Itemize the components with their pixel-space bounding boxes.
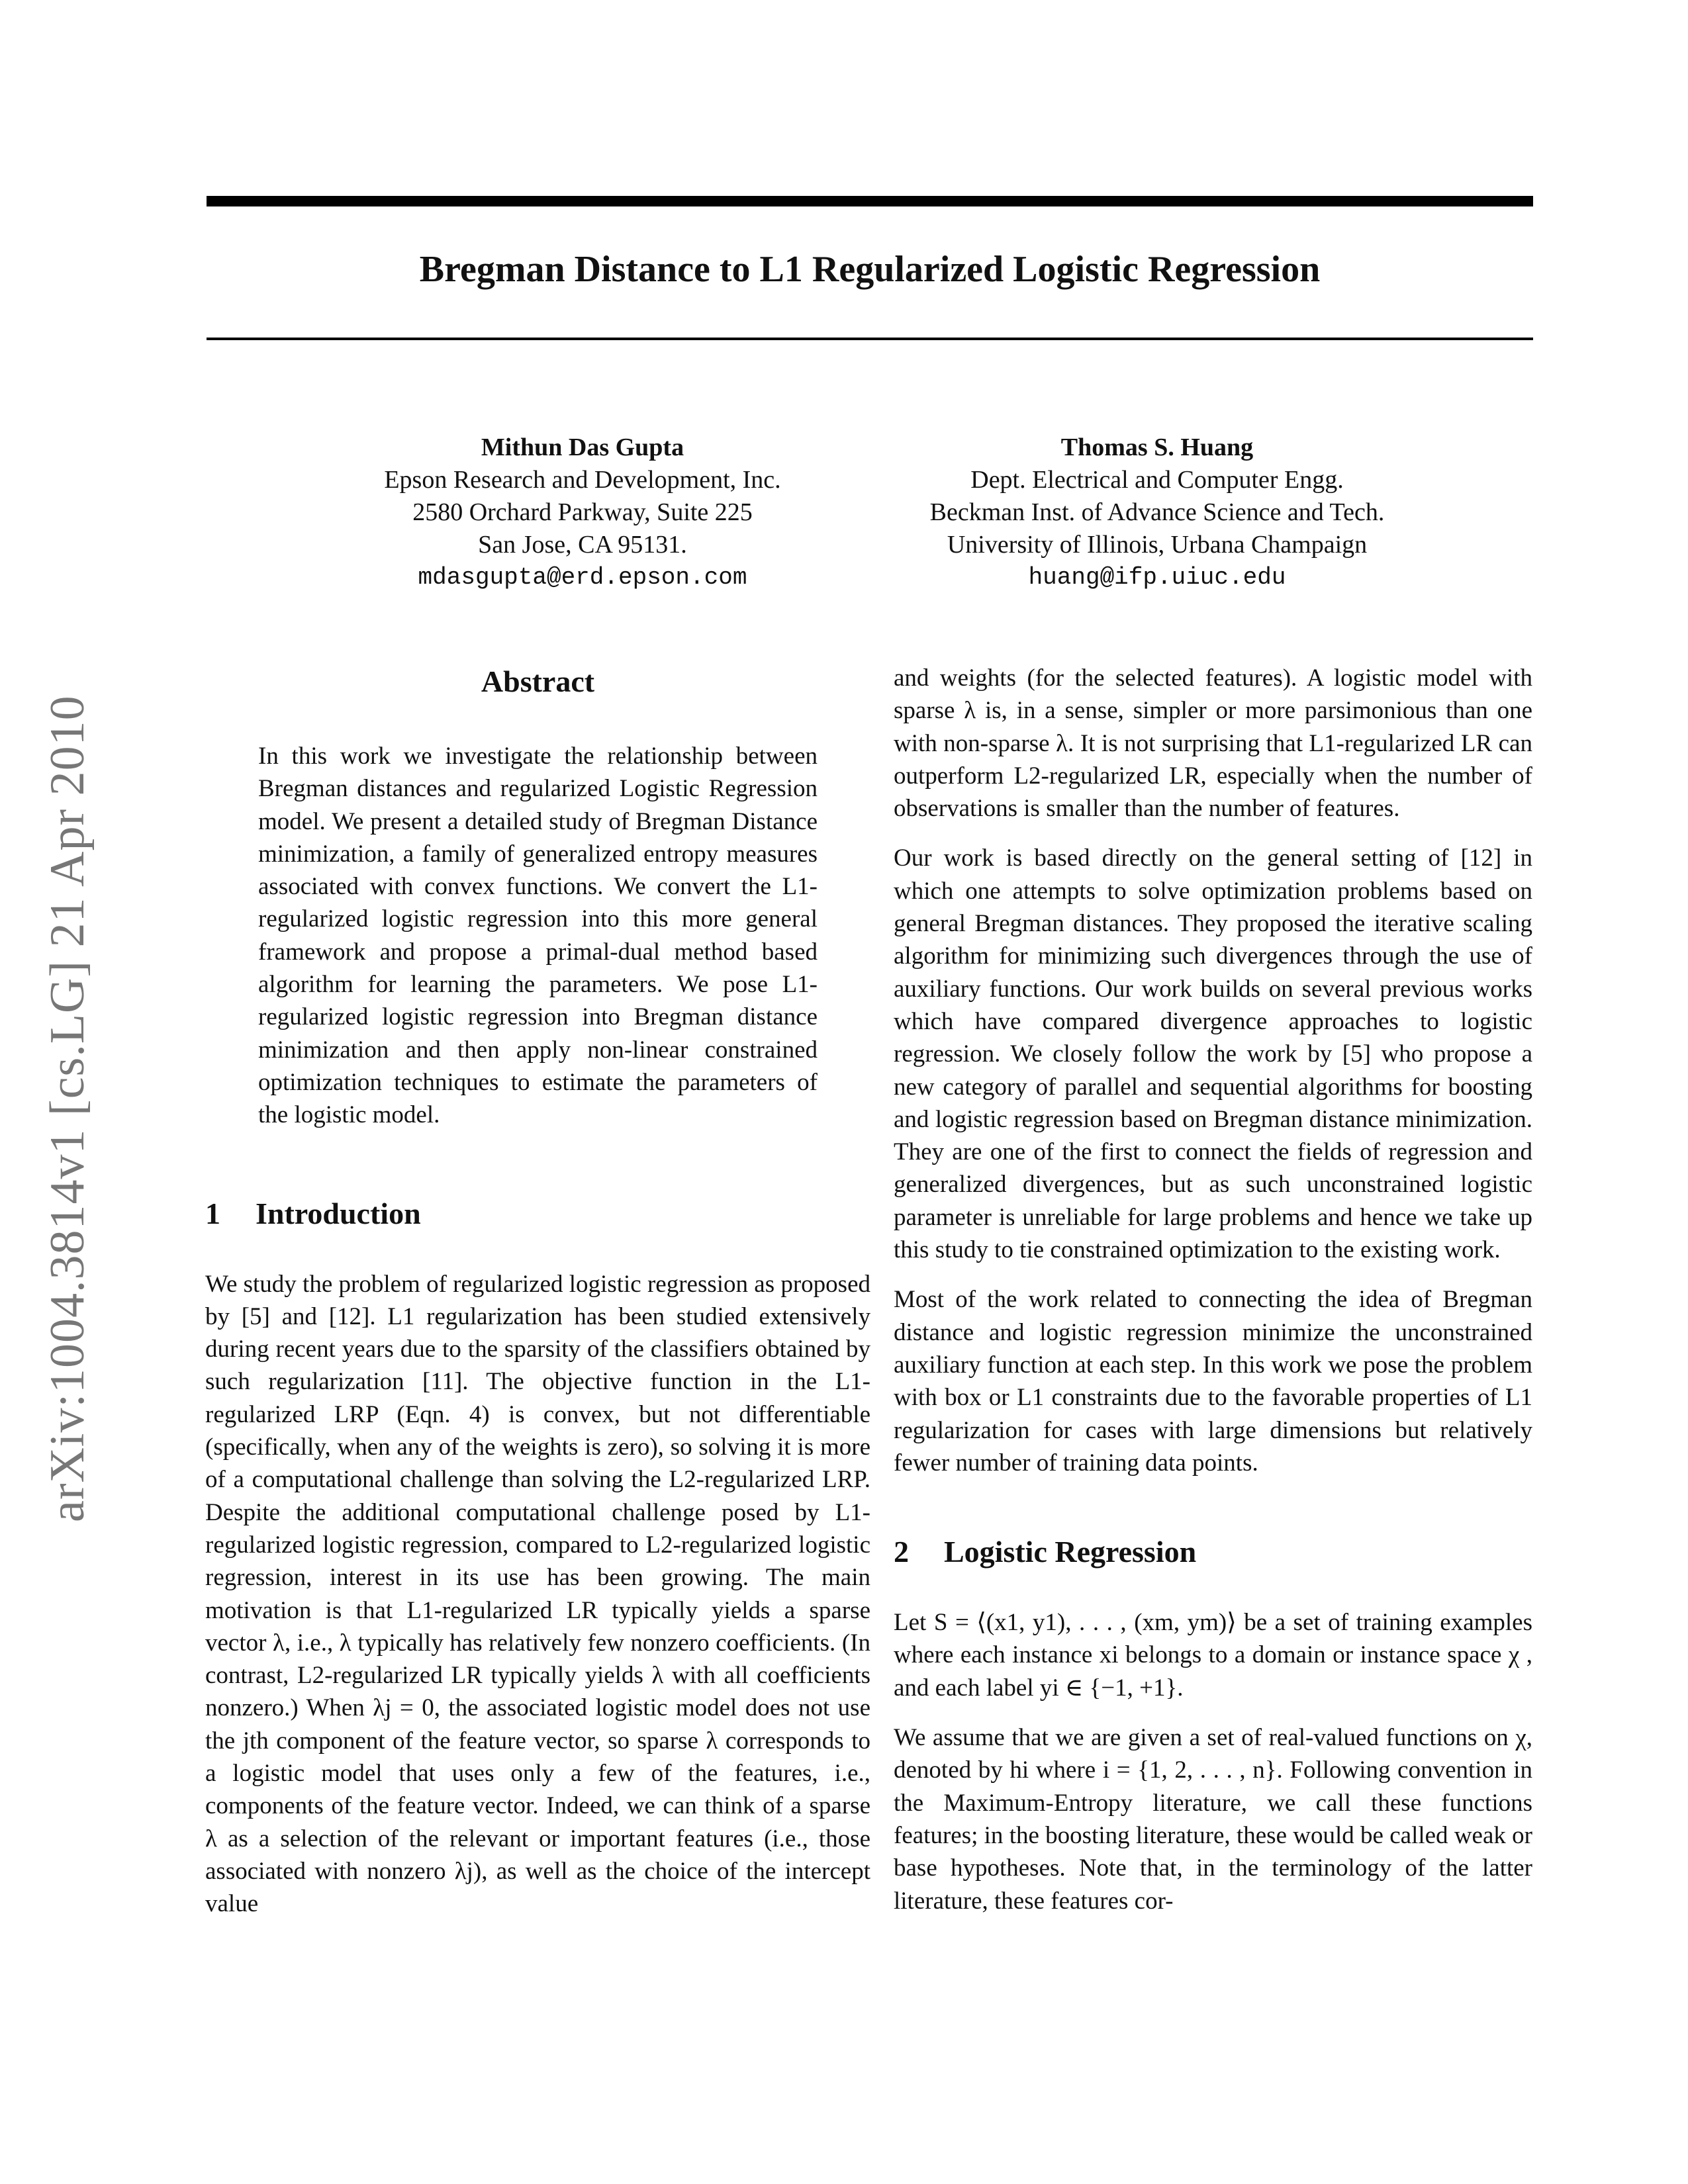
author-email[interactable]: huang@ifp.uiuc.edu bbox=[1028, 564, 1286, 591]
section-title: Introduction bbox=[256, 1196, 421, 1230]
author-affiliation-line: University of Illinois, Urbana Champaign bbox=[947, 531, 1368, 559]
author-affiliation-line: 2580 Orchard Parkway, Suite 225 bbox=[412, 498, 753, 526]
author-affiliation-line: San Jose, CA 95131. bbox=[478, 531, 687, 559]
author-email[interactable]: mdasgupta@erd.epson.com bbox=[418, 564, 747, 591]
arxiv-identifier: arXiv:1004.3814v1 [cs.LG] 21 Apr 2010 bbox=[40, 695, 95, 1522]
paragraph: We assume that we are given a set of real-valued functions on χ, denoted by hi where i = {1, 2, . . . , n}. Following convention in the Maximum-Entropy literature, we call these functions features; in the boosting literature, these would be called weak or base hypotheses. Note that, in the terminology of the latter literature, these features cor- bbox=[894, 1724, 1532, 1915]
abstract-text: In this work we investigate the relationship between Bregman distances and regularized Logistic Regression model. We present a detailed study of Bregman Distance minimization, a family of generalized entropy measures associated with convex functions. We convert the L1-regularized logistic regression into this more general framework and propose a primal-dual method based algorithm for learning the parameters. We pose L1-regularized logistic regression into Bregman distance minimization and then apply non-linear constrained optimization techniques to estimate the parameters of the logistic model. bbox=[258, 743, 818, 1129]
section-heading-introduction bbox=[205, 1194, 870, 1234]
author-name: Mithun Das Gupta bbox=[481, 433, 684, 461]
author-affiliation-line: Dept. Electrical and Computer Engg. bbox=[970, 466, 1344, 494]
paragraph: Our work is based directly on the general setting of [12] in which one attempts to solve optimization problems based on general Bregman distances. They proposed the iterative scaling algorithm for minimizing such divergences through the use of auxiliary functions. Our work builds on several previous works which have compared divergence approaches to logistic regression. We closely follow the work by [5] who propose a new category of parallel and sequential algorithms for boosting and logistic regression based on Bregman distance minimization. They are one of the first to connect the fields of regression and generalized divergences, but as such unconstrained logistic parameter is unreliable for large problems and hence we take up this study to tie constrained optimization to the existing work. bbox=[894, 844, 1532, 1264]
top-rule bbox=[207, 196, 1533, 206]
paragraph: Let S = ⟨(x1, y1), . . . , (xm, ym)⟩ be a set of training examples where each instance xi belongs to a domain or instance space χ , and each label yi ∈ {−1, +1}. bbox=[894, 1609, 1532, 1702]
author-block-2 bbox=[872, 432, 1442, 594]
paper-title: Bregman Distance to L1 Regularized Logistic Regression bbox=[419, 249, 1321, 290]
section-heading-logistic-regression bbox=[894, 1532, 1532, 1572]
right-column bbox=[894, 662, 1532, 1917]
paragraph: and weights (for the selected features). A logistic model with sparse λ is, in a sense, simpler or more parsimonious than one with non-sparse λ. It is not surprising that L1-regularized LR can outperform L2-regularized LR, especially when the number of observations is smaller than the number of features. bbox=[894, 664, 1532, 823]
paragraph: Most of the work related to connecting the idea of Bregman distance and logistic regression minimize the unconstrained auxiliary function at each step. In this work we pose the problem with box or L1 constraints due to the favorable properties of L1 regularization for cases with large dimensions but relatively fewer number of training data points. bbox=[894, 1286, 1532, 1477]
abstract-heading: Abstract bbox=[481, 664, 595, 698]
title-rule bbox=[207, 338, 1533, 340]
author-block-1 bbox=[298, 432, 867, 594]
author-affiliation-line: Beckman Inst. of Advance Science and Tech. bbox=[929, 498, 1385, 526]
left-column bbox=[205, 662, 870, 1921]
section-title: Logistic Regression bbox=[944, 1535, 1197, 1569]
section-number: 1 bbox=[205, 1196, 220, 1230]
paragraph: We study the problem of regularized logistic regression as proposed by [5] and [12]. L1 regularization has been studied extensively during recent years due to the sparsity of the classifiers obtained by such regularization [11]. The objective function in the L1-regularized LRP (Eqn. 4) is convex, but not differentiable (specifically, when any of the weights is zero), so solving it is more of a computational challenge than solving the L2-regularized LRP. Despite the additional computational challenge posed by L1-regularized logistic regression, compared to L2-regularized logistic regression, interest in its use has been growing. The main motivation is that L1-regularized LR typically yields a sparse vector λ, i.e., λ typically has relatively few nonzero coefficients. (In contrast, L2-regularized LR typically yields λ with all coefficients nonzero.) When λj = 0, the associated logistic model does not use the jth component of the feature vector, so sparse λ corresponds to a logistic model that uses only a few of the features, i.e., components of the feature vector. Indeed, we can think of a sparse λ as a selection of the relevant or important features (i.e., those associated with nonzero λj), as well as the choice of the intercept value bbox=[205, 1270, 870, 1918]
author-name: Thomas S. Huang bbox=[1060, 433, 1254, 461]
author-affiliation-line: Epson Research and Development, Inc. bbox=[384, 466, 781, 494]
section-number: 2 bbox=[894, 1535, 909, 1569]
